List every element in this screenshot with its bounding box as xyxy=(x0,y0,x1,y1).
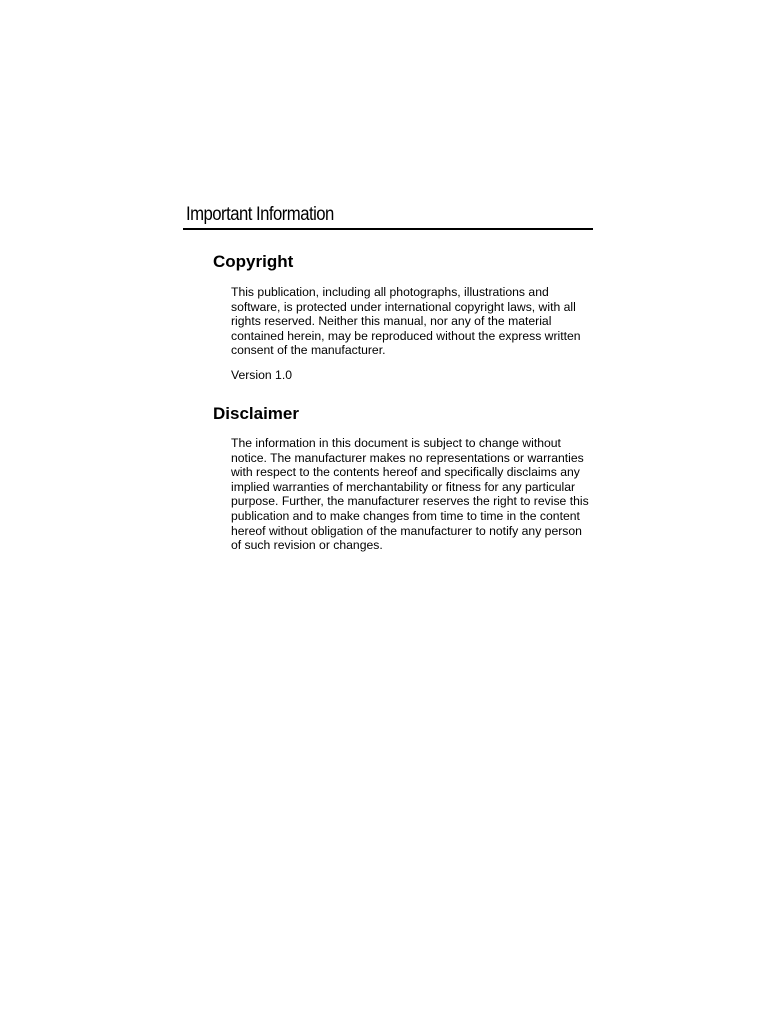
version-text: Version 1.0 xyxy=(231,368,292,382)
disclaimer-paragraph: The information in this document is subject to change without notice. The manufacturer makes no representations or warranties with respect to the contents hereof and specifically disclaims any implied warranties of merchantability or fitness for any particular purpose. Further, the manufacturer reserves the right to revise this publication and to make changes from time to time in the content hereof without obligation of the manufacturer to notify any person of such revision or changes. xyxy=(231,436,589,553)
disclaimer-heading: Disclaimer xyxy=(213,404,299,423)
copyright-heading: Copyright xyxy=(213,252,294,271)
page-title: Important Information xyxy=(186,204,334,225)
copyright-paragraph: This publication, including all photographs, illustrations and software, is protected under international copyright laws, with all rights reserved. Neither this manual, nor any of the material contained herein, may be reproduced without the express written consent of the manufacturer. xyxy=(231,285,581,358)
title-divider xyxy=(183,228,593,230)
